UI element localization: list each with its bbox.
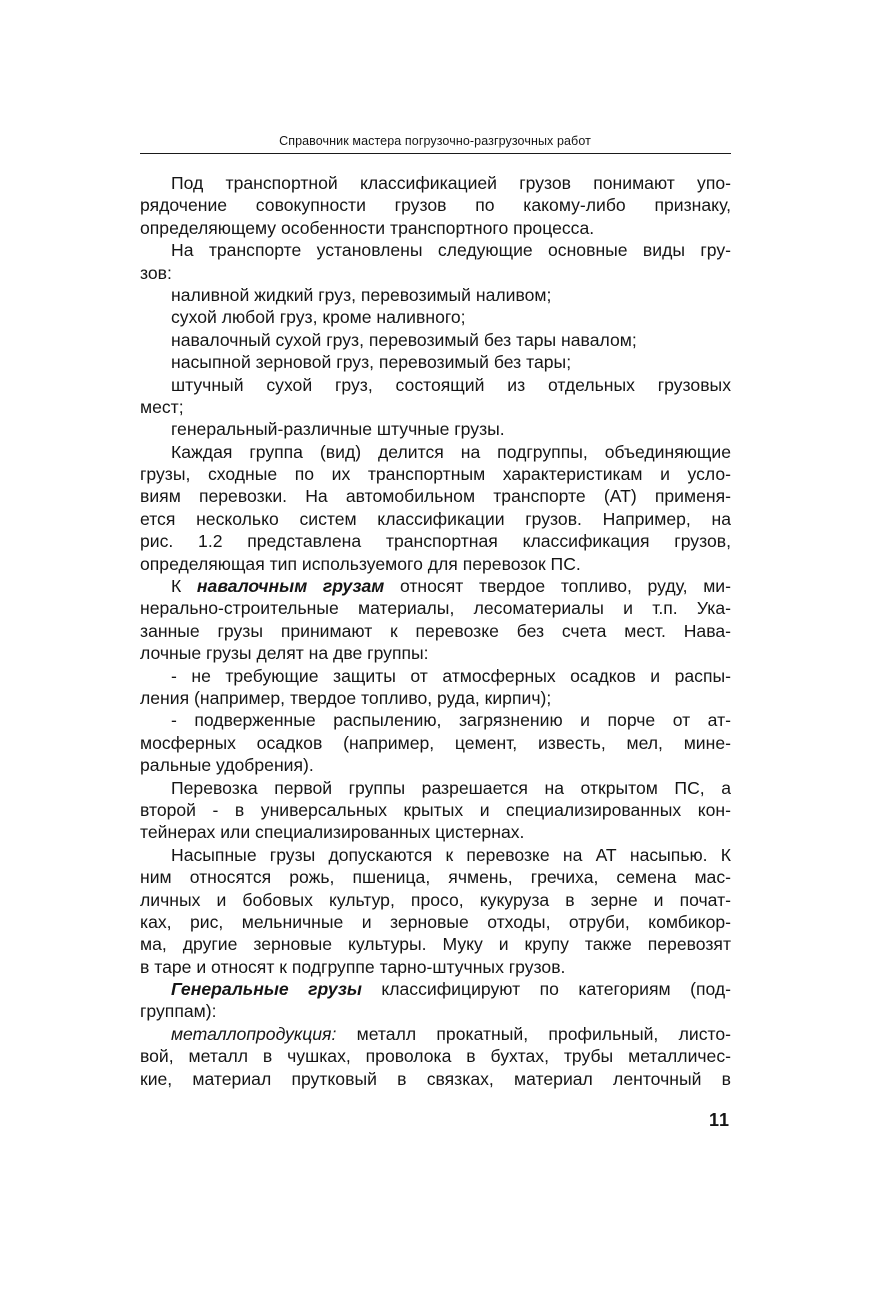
text-line: нерально-строительные материалы, лесоматериалы и т.п. Ука- <box>140 598 731 619</box>
text-line <box>140 978 731 1000</box>
text-line: рис. 1.2 представлена транспортная классификация грузов, <box>140 531 731 552</box>
emphasized-term: Генеральные грузы <box>171 979 362 1000</box>
text-line: кие, материал прутковый в связках, материал ленточный в <box>140 1068 731 1089</box>
text-line: Насыпные грузы допускаются к перевозке на АТ насыпью. К <box>171 844 731 865</box>
text-line: группам): <box>140 1001 217 1022</box>
text-line: ления (например, твердое топливо, руда, кирпич); <box>140 687 552 708</box>
emphasized-term: навалочным грузам <box>196 576 385 597</box>
text-line <box>140 1023 731 1045</box>
text-line: вой, металл в чушках, проволока в бухтах, трубы металличес- <box>140 1046 731 1067</box>
body-text <box>140 172 731 1090</box>
text-line: ма, другие зерновые культуры. Муку и крупу также перевозят <box>140 934 731 955</box>
text-line: сухой любой груз, кроме наливного; <box>171 307 466 328</box>
text-line: определяющая тип используемого для перевозок ПС. <box>140 553 581 574</box>
text-line: определяющему особенности транспортного процесса. <box>140 217 595 238</box>
text-line <box>140 575 731 597</box>
header-rule <box>140 153 731 154</box>
text-line: мосферных осадков (например, цемент, известь, мел, мине- <box>140 732 731 753</box>
running-header: Справочник мастера погрузочно-разгрузочных работ <box>279 134 591 148</box>
text-line: штучный сухой груз, состоящий из отдельных грузовых <box>171 374 731 395</box>
text-run: К <box>171 576 197 597</box>
text-line: - подверженные распылению, загрязнению и порче от ат- <box>171 710 731 731</box>
text-line: второй - в универсальных крытых и специализированных кон- <box>140 799 731 820</box>
text-line: насыпной зерновой груз, перевозимый без тары; <box>171 352 572 373</box>
text-line: рядочение совокупности грузов по какому-либо признаку, <box>140 195 731 216</box>
text-line: ется несколько систем классификации грузов. Например, на <box>140 508 731 529</box>
italic-term: металлопродукция: <box>171 1023 337 1044</box>
text-line: зов: <box>140 262 172 283</box>
text-line: ним относятся рожь, пшеница, ячмень, гречиха, семена мас- <box>140 867 731 888</box>
text-line: навалочный сухой груз, перевозимый без тары навалом; <box>171 329 637 350</box>
text-line: тейнерах или специализированных цистернах. <box>140 822 525 843</box>
text-line: в таре и относят к подгруппе тарно-штучных грузов. <box>140 956 566 977</box>
text-line: виям перевозки. На автомобильном транспорте (АТ) применя- <box>140 486 731 507</box>
text-line: наливной жидкий груз, перевозимый наливом; <box>171 284 552 305</box>
text-line: генеральный-различные штучные грузы. <box>171 419 505 440</box>
text-line: мест; <box>140 396 184 417</box>
text-line: лочные грузы делят на две группы: <box>140 643 429 664</box>
text-run: классифицируют по категориям (под- <box>361 979 731 1000</box>
text-run: металл прокатный, профильный, листо- <box>336 1023 731 1044</box>
text-line: занные грузы принимают к перевозке без счета мест. Нава- <box>140 620 731 641</box>
text-line: ральные удобрения). <box>140 755 314 776</box>
text-line: ках, рис, мельничные и зерновые отходы, отруби, комбикор- <box>140 911 731 932</box>
text-line: На транспорте установлены следующие основные виды гру- <box>171 240 731 261</box>
text-line: грузы, сходные по их транспортным характеристикам и усло- <box>140 464 731 485</box>
text-line: Под транспортной классификацией грузов понимают упо- <box>171 173 731 193</box>
text-line: - не требующие защиты от атмосферных осадков и распы- <box>171 665 731 686</box>
text-run: относят твердое топливо, руду, ми- <box>384 576 731 597</box>
text-line: Перевозка первой группы разрешается на открытом ПС, а <box>171 777 731 798</box>
page-number: 11 <box>708 1110 730 1130</box>
text-line: Каждая группа (вид) делится на подгруппы, объединяющие <box>171 441 731 462</box>
text-line: личных и бобовых культур, просо, кукуруза в зерне и почат- <box>140 889 731 910</box>
